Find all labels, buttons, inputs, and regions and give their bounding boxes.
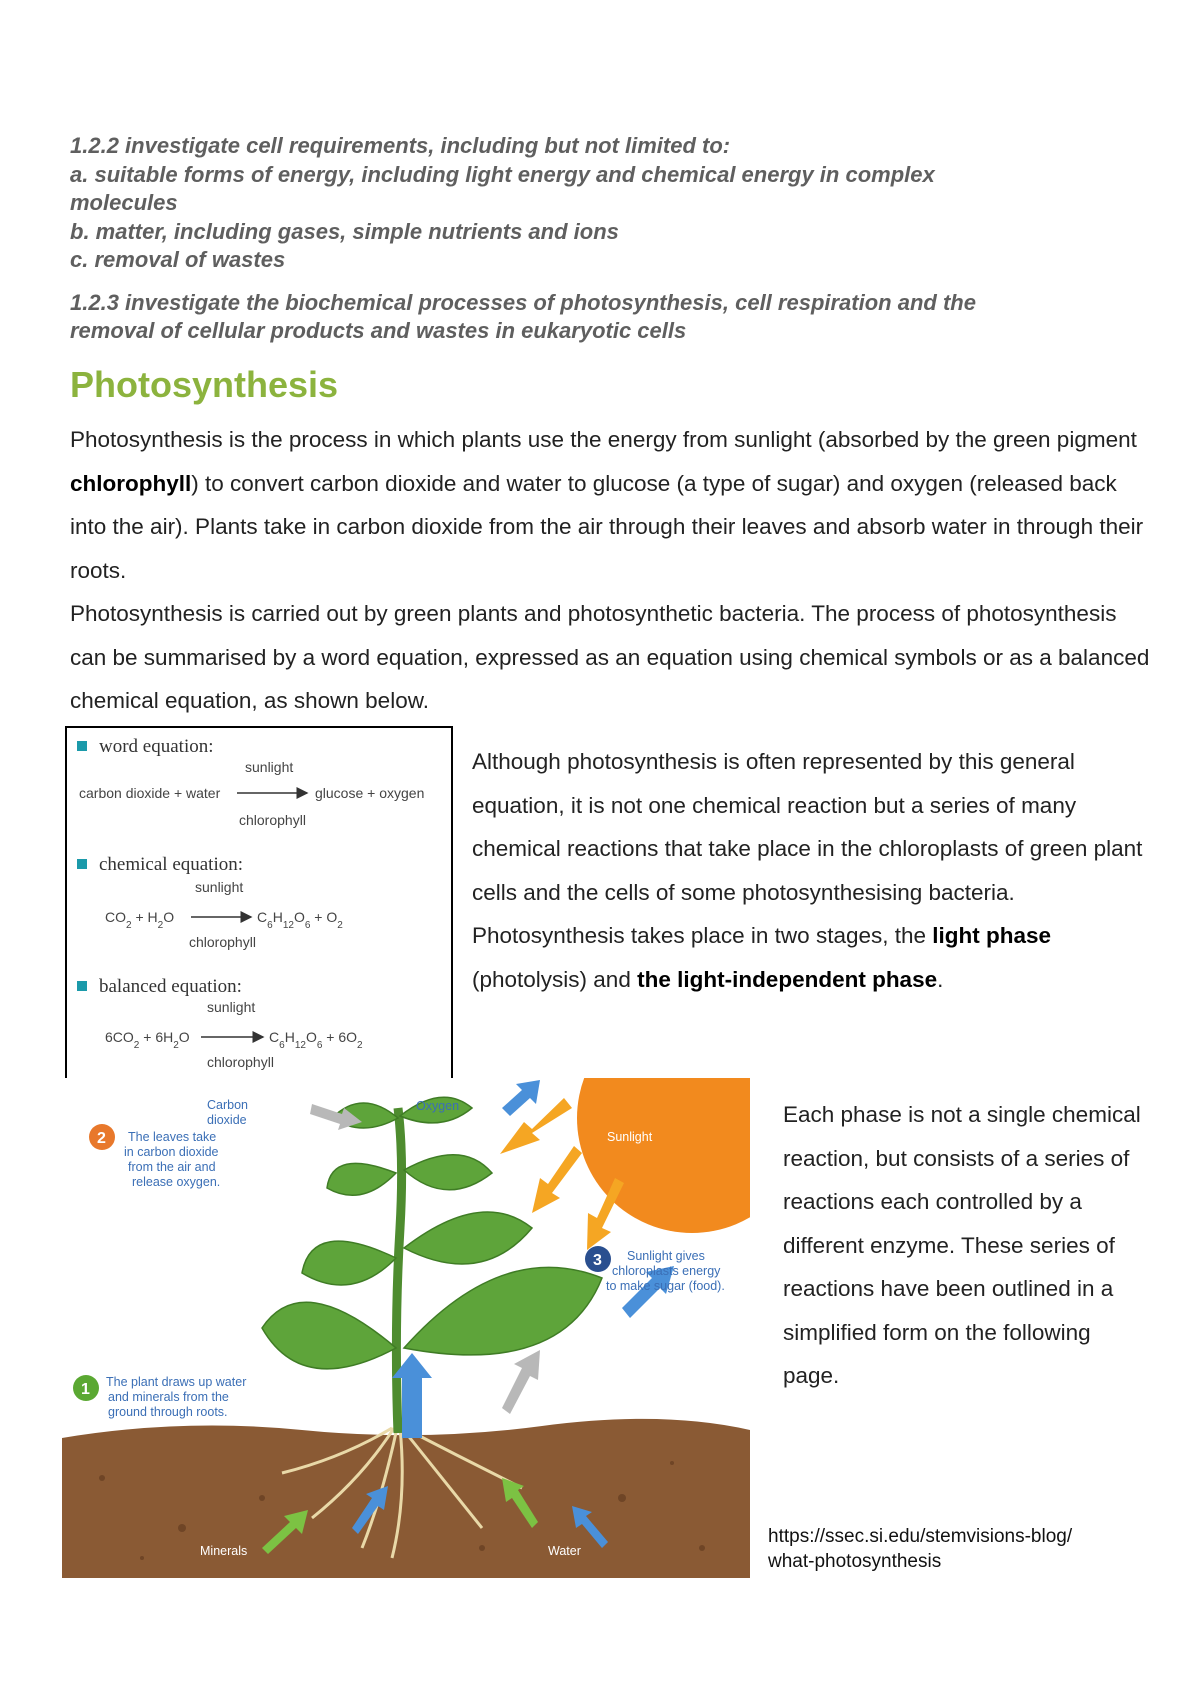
balanced-equation-left: $6CO_2 + 6H_2O$	[105, 1029, 190, 1051]
word-equation-title: word equation:	[99, 736, 214, 757]
soil-ground	[62, 1419, 750, 1578]
step-2-text: from the air and	[128, 1160, 216, 1174]
phase-description: Each phase is not a single chemical reaction, but consists of a series of reactions each controlled by a different enzyme. These series of reactions have been outlined in a simplified form on the following page.	[783, 1102, 1141, 1388]
right-paragraph-1: Although photosynthesis is often represented by this general equation, it is not one chemical reaction but a series of many chemical reactions that take place in the chloroplasts of green plant cells and the cells of some photosynthesising bacteria.	[472, 749, 1143, 905]
step-2-number: 2	[97, 1130, 106, 1147]
word-equation-right: glucose + oxygen	[315, 785, 425, 801]
plant-stem	[396, 1108, 401, 1433]
outcome-1-2-2: 1.2.2 investigate cell requirements, including but not limited to:	[70, 133, 731, 158]
light-independent-phase-term: the light-independent phase	[637, 966, 938, 992]
outcome-item-c: c. removal of wastes	[70, 247, 286, 272]
equations-box	[65, 726, 453, 1082]
water-label: Water	[548, 1544, 581, 1558]
right-text-part: (photolysis) and	[472, 966, 638, 992]
outcome-1-2-3-cont: removal of cellular products and wastes in eukaryotic cells	[70, 318, 687, 343]
bullet-square-icon	[77, 741, 87, 751]
balanced-equation-title: balanced equation:	[99, 976, 242, 997]
learning-outcomes	[70, 132, 1070, 346]
balanced-equation-right: $C_6H_{12}O_6 + 6O_2$	[269, 1029, 363, 1051]
step-1-text: ground through roots.	[108, 1405, 228, 1419]
word-equation-left: carbon dioxide + water	[79, 785, 221, 801]
intro-text	[70, 418, 1150, 723]
right-paragraph-2	[472, 914, 1152, 1001]
chemical-equation-title: chemical equation:	[99, 854, 244, 875]
intro-paragraph-1	[70, 418, 1150, 592]
intro-paragraph-2: Photosynthesis is carried out by green plants and photosynthetic bacteria. The process of photosynthesis can be summarised by a word equation, expressed as an equation using chemical symbols or as a balanced chemical equation, as shown below.	[70, 601, 1150, 713]
bullet-square-icon	[77, 981, 87, 991]
balanced-equation-above: sunlight	[207, 999, 256, 1015]
intro-text-part: Photosynthesis is the process in which plants use the energy from sunlight (absorbed by the green pigment	[70, 427, 1137, 452]
outcome-item-b: b. matter, including gases, simple nutrients and ions	[70, 218, 619, 244]
source-url[interactable]	[768, 1524, 1148, 1574]
step-3-text: to make sugar (food).	[606, 1279, 725, 1293]
bullet-square-icon	[77, 859, 87, 869]
step-1-text: and minerals from the	[108, 1390, 229, 1404]
minerals-label: Minerals	[200, 1544, 248, 1558]
outcome-item-a-cont: molecules	[70, 190, 178, 215]
chlorophyll-term: chlorophyll	[70, 470, 192, 496]
step-3-text: chloroplasts energy	[612, 1264, 721, 1278]
chemical-equation-below: chlorophyll	[189, 934, 256, 950]
equations-graphic	[67, 728, 451, 1080]
word-equation-below: chlorophyll	[239, 812, 306, 828]
light-phase-term: light phase	[932, 923, 1052, 948]
oxygen-label: Oxygen	[416, 1099, 460, 1113]
chemical-equation-right: $C_6H_{12}O_6 + O_2$	[257, 909, 343, 931]
step-2-text: The leaves take	[128, 1130, 217, 1144]
right-text-part: .	[937, 966, 944, 992]
sunlight-label: Sunlight	[607, 1130, 653, 1144]
outcome-1-2-3: 1.2.3 investigate the biochemical processes of photosynthesis, cell respiration and the	[70, 289, 976, 315]
step-1-text: The plant draws up water	[106, 1375, 247, 1389]
step-2-text: in carbon dioxide	[124, 1145, 219, 1159]
intro-text-part: ) to convert carbon dioxide and water to glucose (a type of sugar) and oxygen (released back into the air). Plants take in carbon dioxide from the air through their leaves and absorb water in through their roots.	[70, 470, 1144, 583]
photosynthesis-plant-illustration	[62, 1078, 750, 1578]
source-url-line-1[interactable]: https://ssec.si.edu/stemvisions-blog/	[768, 1526, 1073, 1547]
carbon-dioxide-label: dioxide	[207, 1113, 247, 1127]
source-url-line-2[interactable]: what-photosynthesis	[768, 1551, 942, 1572]
chemical-equation-left: $CO_2 + H_2O$	[105, 909, 175, 931]
balanced-equation-below: chlorophyll	[207, 1054, 274, 1070]
right-column-text	[472, 740, 1152, 1001]
right-text-part: Photosynthesis takes place in two stages, the	[472, 923, 933, 948]
carbon-dioxide-label: Carbon	[207, 1098, 248, 1112]
step-2-text: release oxygen.	[132, 1175, 221, 1189]
chemical-equation-above: sunlight	[195, 879, 244, 895]
step-1-number: 1	[81, 1381, 90, 1398]
step-3-text: Sunlight gives	[627, 1249, 705, 1263]
step-3-number: 3	[593, 1252, 602, 1269]
word-equation-above: sunlight	[245, 759, 294, 775]
outcome-item-a: a. suitable forms of energy, including light energy and chemical energy in complex	[70, 161, 935, 187]
section-heading: Photosynthesis	[70, 364, 339, 405]
